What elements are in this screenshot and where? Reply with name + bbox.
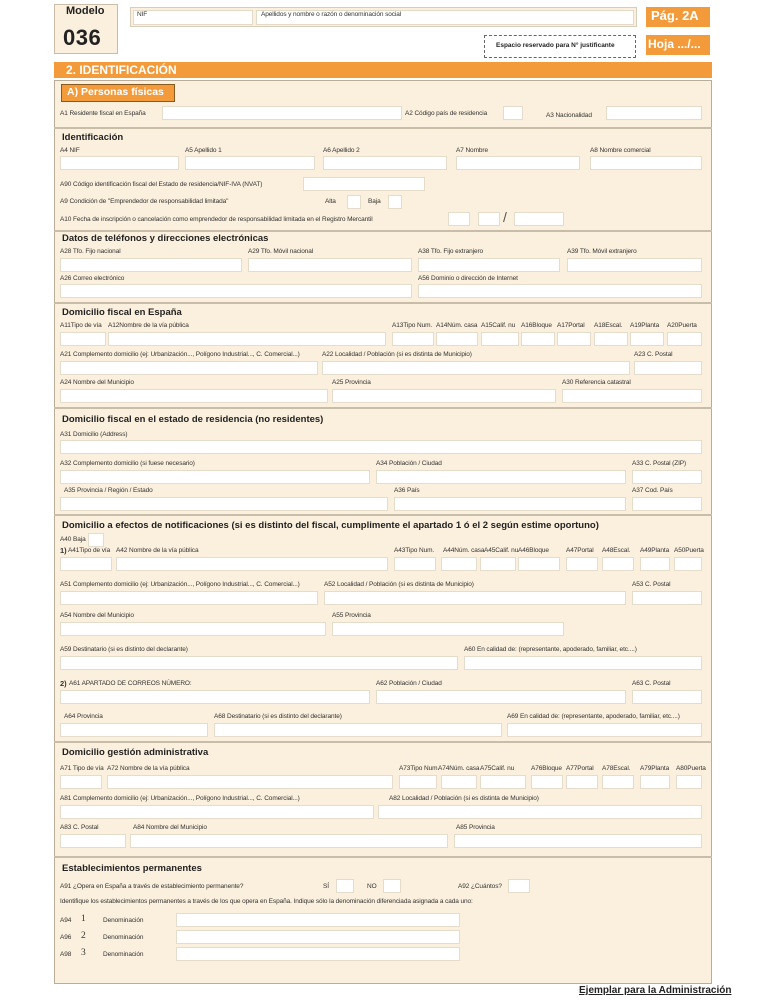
- a19-label: A19Planta: [630, 322, 660, 329]
- a22-label: A22 Localidad / Población (si es distinta de Municipio): [322, 351, 472, 358]
- a2-field[interactable]: [503, 106, 523, 120]
- a30-field[interactable]: [562, 389, 702, 403]
- a26-field[interactable]: [60, 284, 412, 298]
- a46-label: A46Bloque: [518, 547, 549, 554]
- a16-field[interactable]: [521, 332, 555, 346]
- a34-field[interactable]: [376, 470, 626, 484]
- a19-field[interactable]: [630, 332, 664, 346]
- a45-label: A45Calif. nu: [484, 547, 519, 554]
- a42-field[interactable]: [116, 557, 388, 571]
- a29-label: A29 Tfo. Móvil nacional: [248, 248, 314, 255]
- a78-label: A78Escal.: [602, 765, 631, 772]
- a94-field[interactable]: [176, 913, 460, 927]
- a39-field[interactable]: [567, 258, 702, 272]
- a7-label: A7 Nombre: [456, 147, 488, 154]
- a37-label: A37 Cod. País: [632, 487, 673, 494]
- a44-label: A44Núm. casa: [443, 547, 485, 554]
- a23-label: A23 C. Postal: [634, 351, 673, 358]
- a51-label: A51 Complemento domicilio (ej: Urbanización..., Polígono Industrial..., C. Comercial...): [60, 581, 300, 588]
- a28-field[interactable]: [60, 258, 242, 272]
- a98-label: Denominación: [103, 951, 144, 958]
- reserved-label: Espacio reservado para N° justificante: [496, 42, 615, 49]
- a21-field[interactable]: [60, 361, 318, 375]
- a31-label: A31 Domicilio (Address): [60, 431, 128, 438]
- a9-label: A9 Condición de "Emprendedor de responsabilidad limitada": [60, 198, 229, 205]
- a12-field[interactable]: [108, 332, 386, 346]
- a3-label: A3 Nacionalidad: [546, 112, 592, 119]
- a49-label: A49Planta: [640, 547, 670, 554]
- a82-label: A82 Localidad / Población (si es distinta de Municipio): [389, 795, 539, 802]
- a96-number: 2: [81, 931, 86, 941]
- a61-label: A61 APARTADO DE CORREOS NÚMERO:: [69, 680, 192, 687]
- a76-field[interactable]: [531, 775, 563, 789]
- a40-label: A40 Baja: [60, 536, 86, 543]
- a4-field[interactable]: [60, 156, 179, 170]
- alta-label: Alta: [325, 198, 336, 205]
- a24-label: A24 Nombre del Municipio: [60, 379, 134, 386]
- a98-code: A98: [60, 951, 72, 958]
- a62-label: A62 Población / Ciudad: [376, 680, 442, 687]
- establecimientos-intro: Identifique los establecimientos permanentes a través de los que opera en España. Indique sólo la denominación diferenciada asignada a cada uno:: [60, 898, 473, 905]
- a32-field[interactable]: [60, 470, 370, 484]
- a59-label: A59 Destinatario (si es distinto del declarante): [60, 646, 188, 653]
- divider: [54, 302, 712, 304]
- a39-label: A39 Tfo. Móvil extranjero: [567, 248, 637, 255]
- a63-field[interactable]: [632, 690, 702, 704]
- a31-field[interactable]: [60, 440, 702, 454]
- a52-field[interactable]: [324, 591, 626, 605]
- a41-label: A41Tipo de vía: [68, 547, 111, 554]
- a13-field[interactable]: [392, 332, 434, 346]
- a8-label: A8 Nombre comercial: [590, 147, 651, 154]
- a33-label: A33 C. Postal (ZIP): [632, 460, 687, 467]
- a36-field[interactable]: [394, 497, 626, 511]
- a62-field[interactable]: [376, 690, 626, 704]
- a12-label: A12Nombre de la vía pública: [108, 322, 189, 329]
- a98-number: 3: [81, 948, 86, 958]
- a43-field[interactable]: [394, 557, 436, 571]
- a37-field[interactable]: [632, 497, 702, 511]
- a25-label: A25 Provincia: [332, 379, 371, 386]
- a53-label: A53 C. Postal: [632, 581, 671, 588]
- a60-field[interactable]: [464, 656, 702, 670]
- baja-label: Baja: [368, 198, 381, 205]
- a15-label: A15Calif. nu: [481, 322, 516, 329]
- a77-field[interactable]: [566, 775, 598, 789]
- a72-label: A72 Nombre de la vía pública: [107, 765, 190, 772]
- a44-field[interactable]: [441, 557, 477, 571]
- gestion-title: Domicilio gestión administrativa: [62, 747, 209, 758]
- a17-field[interactable]: [557, 332, 591, 346]
- establecimientos-title: Establecimientos permanentes: [62, 863, 202, 874]
- a8-field[interactable]: [590, 156, 702, 170]
- a63-label: A63 C. Postal: [632, 680, 671, 687]
- pag-label: Pág. 2A: [651, 8, 699, 23]
- a35-label: A35 Provincia / Región / Estado: [64, 487, 153, 494]
- a78-field[interactable]: [602, 775, 634, 789]
- a69-label: A69 En calidad de: (representante, apoderado, familiar, etc....): [507, 713, 680, 720]
- a47-label: A47Portal: [566, 547, 594, 554]
- a73-label: A73Tipo Num.: [399, 765, 440, 772]
- date-separator-icon: /: [503, 209, 507, 225]
- a18-field[interactable]: [594, 332, 628, 346]
- a55-label: A55 Provincia: [332, 612, 371, 619]
- a55-field[interactable]: [332, 622, 564, 636]
- a3-field[interactable]: [606, 106, 702, 120]
- a92-label: A92 ¿Cuántos?: [458, 883, 502, 890]
- name-label: Apellidos y nombre o razón o denominación social: [261, 11, 402, 18]
- apartado-2-label: 2): [60, 679, 67, 688]
- a7-field[interactable]: [456, 156, 580, 170]
- a83-label: A83 C. Postal: [60, 824, 99, 831]
- a53-field[interactable]: [632, 591, 702, 605]
- a56-label: A56 Dominio o dirección de Internet: [418, 275, 518, 282]
- a68-field[interactable]: [214, 723, 502, 737]
- a72-field[interactable]: [107, 775, 393, 789]
- a48-field[interactable]: [602, 557, 634, 571]
- a90-field[interactable]: [303, 177, 425, 191]
- a84-field[interactable]: [130, 834, 448, 848]
- personas-fisicas-title: A) Personas físicas: [67, 86, 164, 98]
- a81-field[interactable]: [60, 805, 374, 819]
- a64-label: A64 Provincia: [64, 713, 103, 720]
- a45-field[interactable]: [480, 557, 516, 571]
- a50-label: A50Puerta: [674, 547, 704, 554]
- a82-field[interactable]: [378, 805, 702, 819]
- divider: [54, 230, 712, 232]
- a91-label: A91 ¿Opera en España a través de establecimiento permanente?: [60, 883, 244, 890]
- a29-field[interactable]: [248, 258, 412, 272]
- a80-label: A80Puerta: [676, 765, 706, 772]
- divider: [54, 741, 712, 743]
- a73-field[interactable]: [399, 775, 437, 789]
- divider: [54, 407, 712, 409]
- hoja-label: Hoja .../...: [648, 37, 701, 51]
- a22-field[interactable]: [322, 361, 630, 375]
- footer-label: Ejemplar para la Administración: [579, 985, 732, 996]
- domicilio-fiscal-title: Domicilio fiscal en España: [62, 307, 182, 318]
- a80-field[interactable]: [676, 775, 702, 789]
- nif-field[interactable]: [133, 10, 253, 25]
- a16-label: A16Bloque: [521, 322, 552, 329]
- a6-label: A6 Apellido 2: [323, 147, 360, 154]
- a20-label: A20Puerta: [667, 322, 697, 329]
- telefonos-title: Datos de teléfonos y direcciones electrónicas: [62, 233, 269, 244]
- divider: [54, 127, 712, 129]
- a81-label: A81 Complemento domicilio (ej: Urbanización..., Polígono Industrial..., C. Comercial...): [60, 795, 300, 802]
- no-checkbox[interactable]: [383, 879, 401, 893]
- a79-field[interactable]: [640, 775, 670, 789]
- a40-checkbox[interactable]: [88, 533, 104, 547]
- a21-label: A21 Complemento domicilio (ej: Urbanización..., Polígono Industrial..., C. Comercial...): [60, 351, 300, 358]
- modelo-label: Modelo: [66, 5, 105, 17]
- no-residentes-title: Domicilio fiscal en el estado de residencia (no residentes): [62, 414, 324, 425]
- a77-label: A77Portal: [566, 765, 594, 772]
- a25-field[interactable]: [332, 389, 556, 403]
- a56-field[interactable]: [418, 284, 702, 298]
- a42-label: A42 Nombre de la vía pública: [116, 547, 199, 554]
- a32-label: A32 Complemento domicilio (si fuese necesario): [60, 460, 195, 467]
- a49-field[interactable]: [640, 557, 670, 571]
- a48-label: A48Escal.: [602, 547, 631, 554]
- a20-field[interactable]: [667, 332, 702, 346]
- a69-field[interactable]: [507, 723, 702, 737]
- a34-label: A34 Población / Ciudad: [376, 460, 442, 467]
- a1-field[interactable]: [162, 106, 402, 120]
- a94-label: Denominación: [103, 917, 144, 924]
- a10-year-field[interactable]: [514, 212, 564, 226]
- a85-label: A85 Provincia: [456, 824, 495, 831]
- no-label: NO: [367, 883, 377, 890]
- divider: [54, 856, 712, 858]
- a5-field[interactable]: [185, 156, 315, 170]
- a92-field[interactable]: [508, 879, 530, 893]
- a41-field[interactable]: [60, 557, 112, 571]
- section-title: 2. IDENTIFICACIÓN: [66, 63, 177, 77]
- a54-label: A54 Nombre del Municipio: [60, 612, 134, 619]
- a83-field[interactable]: [60, 834, 126, 848]
- a74-label: A74Núm. casa: [438, 765, 480, 772]
- a28-label: A28 Tfo. Fijo nacional: [60, 248, 121, 255]
- a10-label: A10 Fecha de inscripción o cancelación como emprendedor de responsabilidad limitada en el Registro Mercantil: [60, 216, 373, 223]
- a90-label: A90 Código identificación fiscal del Estado de residencia/NIF-IVA (NVAT): [60, 181, 263, 188]
- a85-field[interactable]: [454, 834, 702, 848]
- a36-label: A36 País: [394, 487, 420, 494]
- a96-code: A96: [60, 934, 72, 941]
- a23-field[interactable]: [634, 361, 702, 375]
- modelo-number: 036: [63, 25, 102, 50]
- apartado-1-label: 1): [60, 546, 67, 555]
- a84-label: A84 Nombre del Municipio: [133, 824, 207, 831]
- a54-field[interactable]: [60, 622, 326, 636]
- a17-label: A17Portal: [557, 322, 585, 329]
- a10-day-field[interactable]: [448, 212, 470, 226]
- a11-label: A11Tipo de vía: [60, 322, 102, 329]
- a51-field[interactable]: [60, 591, 318, 605]
- a61-field[interactable]: [60, 690, 370, 704]
- a43-label: A43Tipo Num.: [394, 547, 435, 554]
- a59-field[interactable]: [60, 656, 458, 670]
- notificaciones-title: Domicilio a efectos de notificaciones (si es distinto del fiscal, cumplimente el apartado 1 ó el 2 según estime oportuno): [62, 520, 599, 531]
- nif-label: NIF: [137, 11, 148, 18]
- a33-field[interactable]: [632, 470, 702, 484]
- a75-label: A75Calif. nu: [480, 765, 515, 772]
- a75-field[interactable]: [480, 775, 526, 789]
- si-checkbox[interactable]: [336, 879, 354, 893]
- a52-label: A52 Localidad / Población (si es distinta de Municipio): [324, 581, 474, 588]
- a13-label: A13Tipo Num.: [392, 322, 433, 329]
- a26-label: A26 Correo electrónico: [60, 275, 125, 282]
- a50-field[interactable]: [674, 557, 702, 571]
- a35-field[interactable]: [60, 497, 388, 511]
- a64-field[interactable]: [60, 723, 208, 737]
- a79-label: A79Planta: [640, 765, 670, 772]
- a68-label: A68 Destinatario (si es distinto del declarante): [214, 713, 342, 720]
- a30-label: A30 Referencia catastral: [562, 379, 631, 386]
- a5-label: A5 Apellido 1: [185, 147, 222, 154]
- a76-label: A76Bloque: [531, 765, 562, 772]
- alta-checkbox[interactable]: [347, 195, 361, 209]
- a46-field[interactable]: [518, 557, 560, 571]
- a71-label: A71 Tipo de vía: [60, 765, 104, 772]
- a47-field[interactable]: [566, 557, 598, 571]
- baja-checkbox[interactable]: [388, 195, 402, 209]
- a98-field[interactable]: [176, 947, 460, 961]
- a24-field[interactable]: [60, 389, 328, 403]
- a71-field[interactable]: [60, 775, 102, 789]
- a74-field[interactable]: [441, 775, 477, 789]
- a60-label: A60 En calidad de: (representante, apoderado, familiar, etc....): [464, 646, 637, 653]
- a4-label: A4 NIF: [60, 147, 80, 154]
- a96-field[interactable]: [176, 930, 460, 944]
- a14-label: A14Núm. casa: [436, 322, 478, 329]
- identificacion-title: Identificación: [62, 132, 124, 143]
- a94-code: A94: [60, 917, 72, 924]
- a18-label: A18Escal.: [594, 322, 623, 329]
- a38-field[interactable]: [418, 258, 560, 272]
- a2-label: A2 Código país de residencia: [405, 110, 488, 117]
- a94-number: 1: [81, 914, 86, 924]
- si-label: SÍ: [323, 883, 329, 890]
- a14-field[interactable]: [436, 332, 478, 346]
- a10-month-field[interactable]: [478, 212, 500, 226]
- a11-field[interactable]: [60, 332, 106, 346]
- a6-field[interactable]: [323, 156, 447, 170]
- a96-label: Denominación: [103, 934, 144, 941]
- a38-label: A38 Tfo. Fijo extranjero: [418, 248, 484, 255]
- a1-label: A1 Residente fiscal en España: [60, 110, 146, 117]
- divider: [54, 514, 712, 516]
- a15-field[interactable]: [481, 332, 519, 346]
